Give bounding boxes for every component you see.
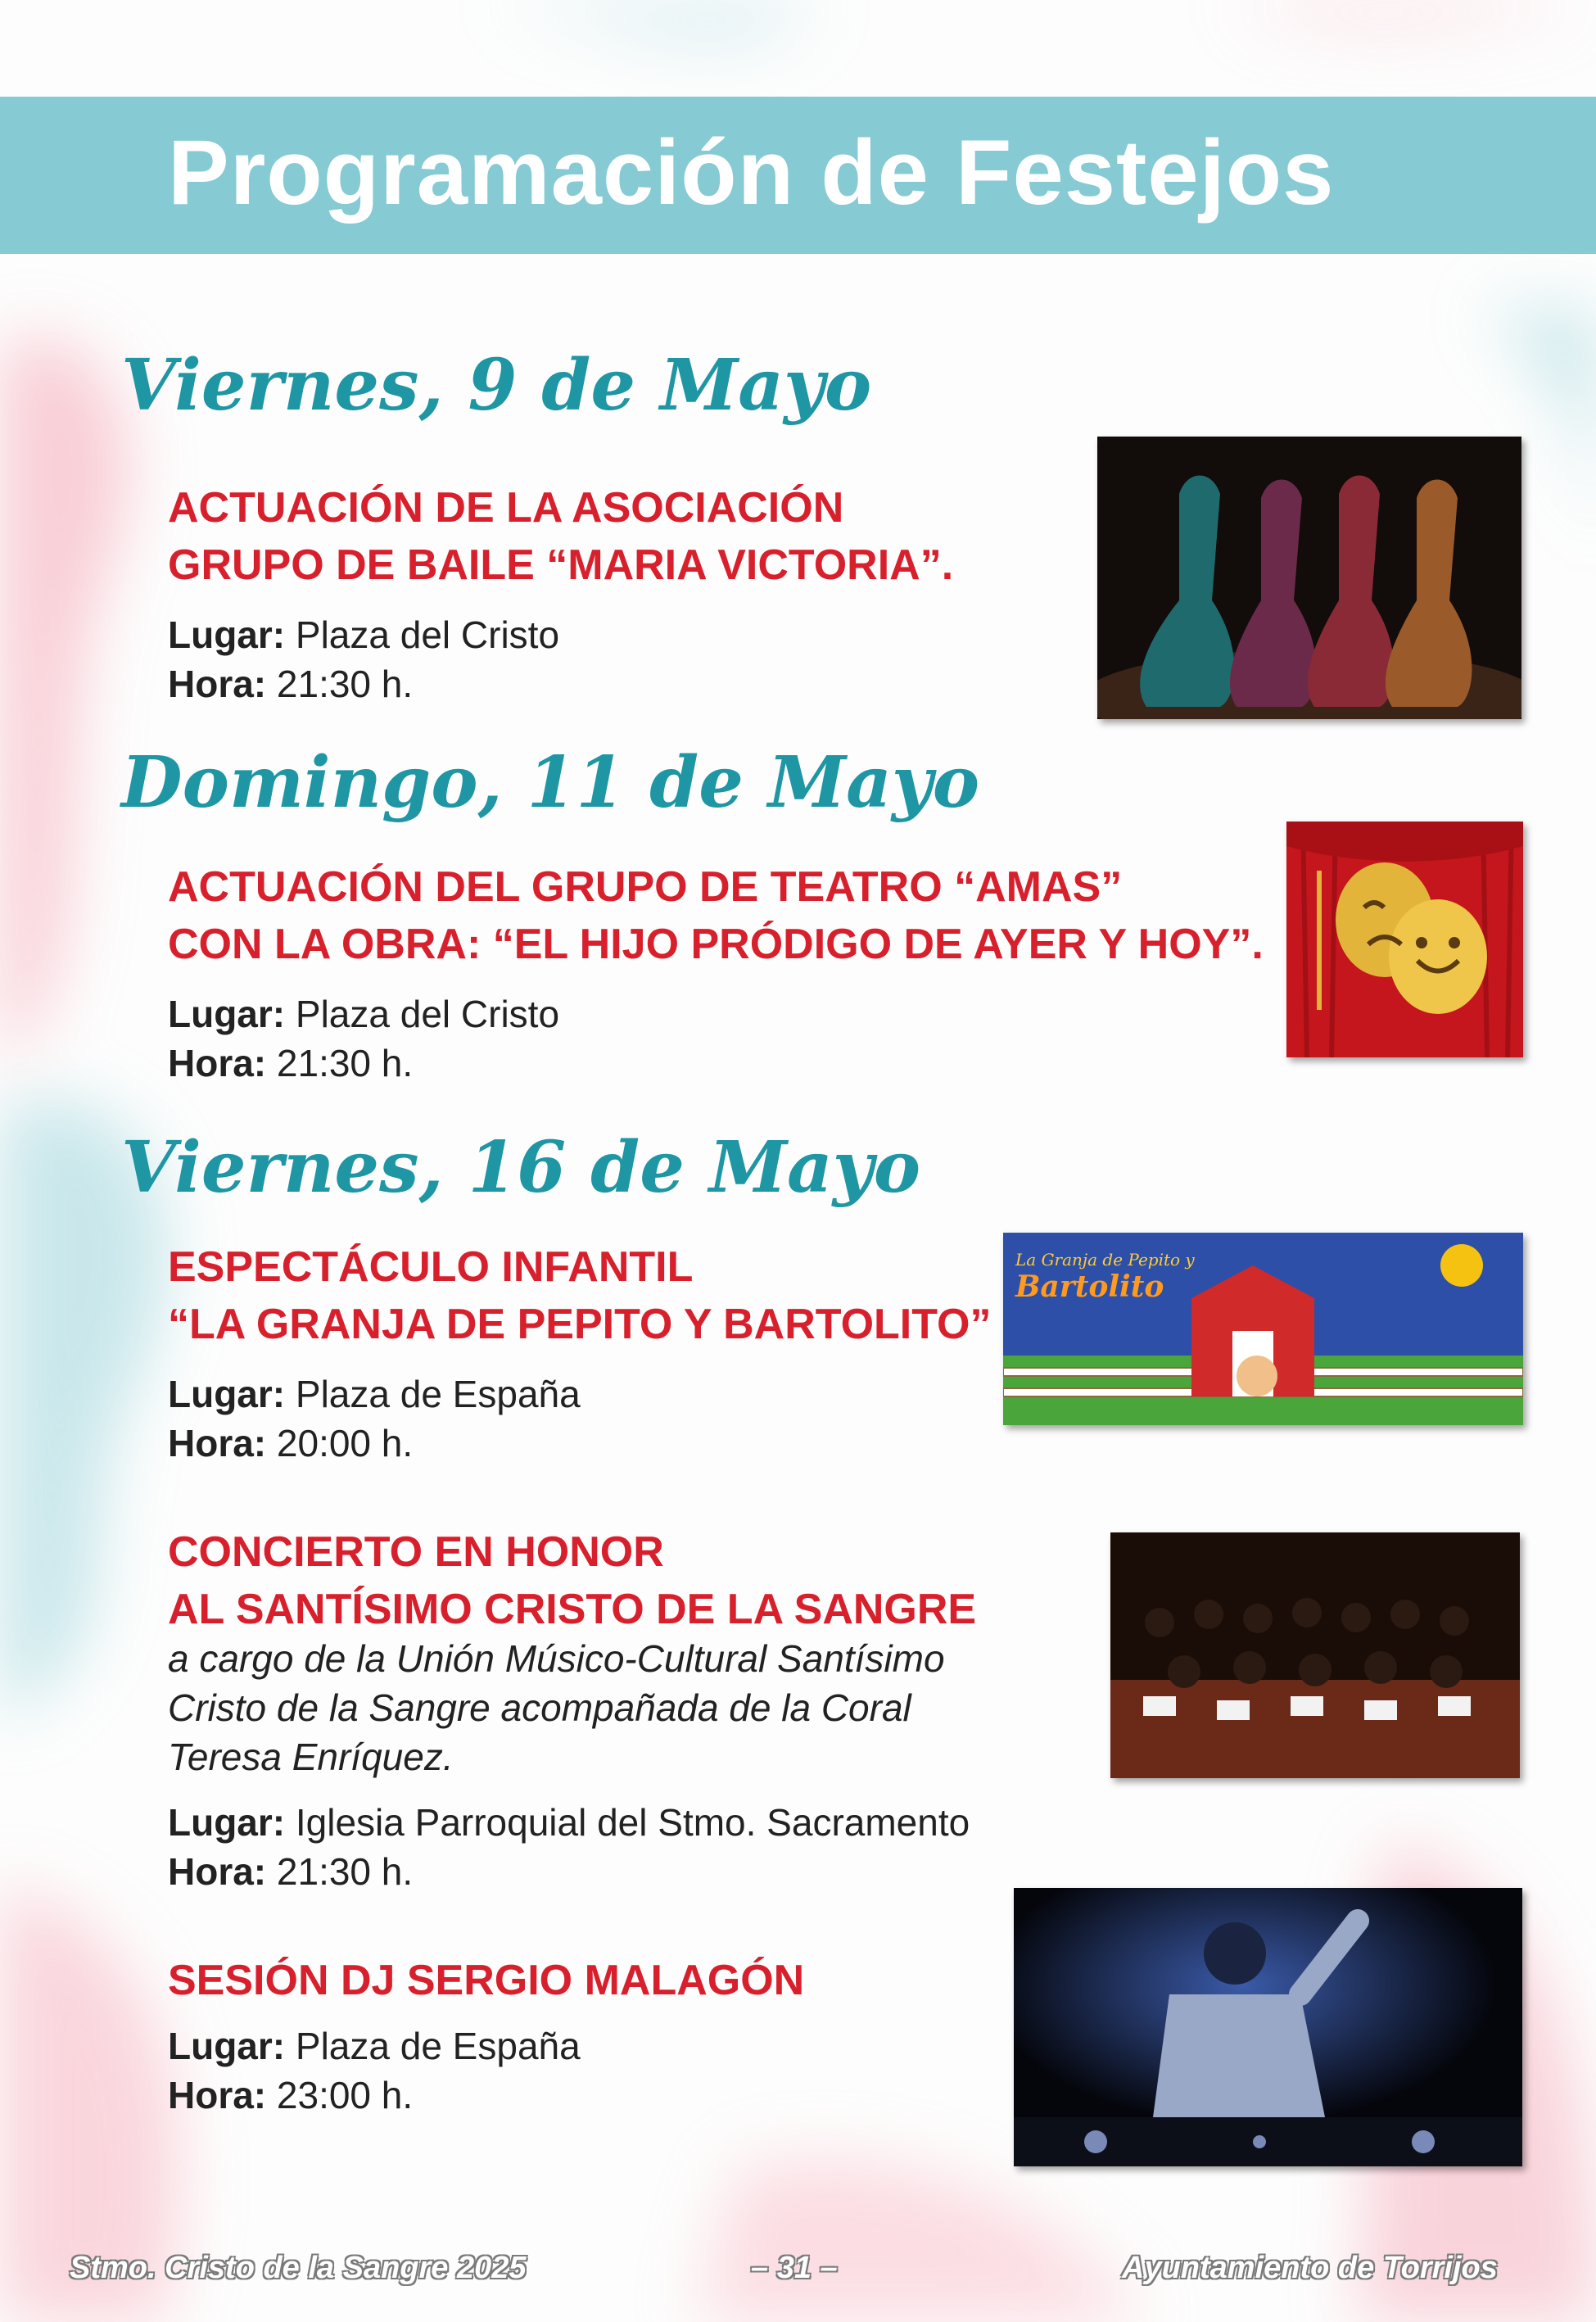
event-info: Lugar: Iglesia Parroquial del Stmo. Sacramento Hora: 21:30 h. — [168, 1801, 970, 1893]
event-description: a cargo de la Unión Músico-Cultural Santísimo Cristo de la Sangre acompañada de la Coral Teresa Enríquez. — [168, 1637, 945, 1778]
day-heading-viernes-9: Viernes, 9 de Mayo — [121, 344, 872, 427]
page-number: – 31 – — [751, 2251, 838, 2285]
svg-text:Bartolito: Bartolito — [1015, 1270, 1164, 1304]
theater-masks-photo — [1286, 822, 1523, 1057]
header-banner — [0, 97, 1596, 254]
dj-photo — [1014, 1888, 1522, 2166]
orchestra-photo — [1110, 1532, 1520, 1778]
day-heading-domingo-11: Domingo, 11 de Mayo — [121, 741, 980, 824]
event-title: SESIÓN DJ SERGIO MALAGÓN — [168, 1957, 805, 2004]
event-info: Lugar: Plaza del Cristo Hora: 21:30 h. — [168, 993, 560, 1084]
svg-text:La Granja de Pepito y: La Granja de Pepito y — [1015, 1250, 1195, 1270]
day-heading-viernes-16: Viernes, 16 de Mayo — [121, 1126, 921, 1209]
footer-left: Stmo. Cristo de la Sangre 2025 — [70, 2251, 527, 2285]
event-title: ACTUACIÓN DEL GRUPO DE TEATRO “AMAS” CON LA OBRA: “EL HIJO PRÓDIGO DE AYER Y HOY”. — [168, 863, 1264, 968]
event-title: ESPECTÁCULO INFANTIL “LA GRANJA DE PEPITO Y BARTOLITO” — [168, 1243, 992, 1348]
event-title: ACTUACIÓN DE LA ASOCIACIÓN GRUPO DE BAILE “MARIA VICTORIA”. — [168, 484, 954, 589]
event-info: Lugar: Plaza de España Hora: 20:00 h. — [168, 1373, 581, 1464]
event-info: Lugar: Plaza de España Hora: 23:00 h. — [168, 2025, 581, 2116]
footer-right: Ayuntamiento de Torrijos — [1122, 2251, 1498, 2285]
flamenco-dancers-photo — [1097, 437, 1521, 719]
event-info: Lugar: Plaza del Cristo Hora: 21:30 h. — [168, 613, 560, 705]
event-title: CONCIERTO EN HONOR AL SANTÍSIMO CRISTO DE LA SANGRE — [168, 1528, 977, 1633]
page-title: Programación de Festejos — [168, 121, 1335, 224]
farm-cartoon-poster — [1003, 1233, 1523, 1425]
